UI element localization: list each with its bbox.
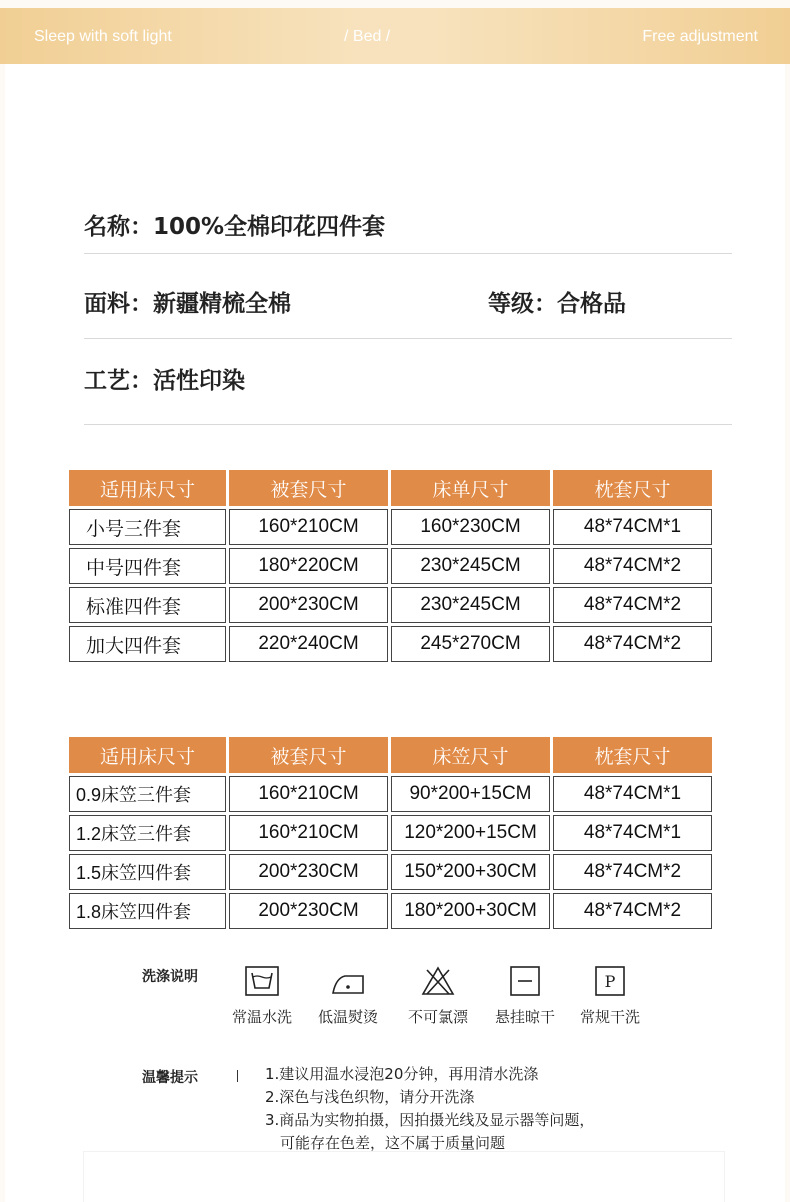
dry-clean-letter: P	[604, 972, 616, 991]
table-cell: 230*245CM	[391, 587, 550, 623]
table-cell: 200*230CM	[229, 893, 388, 929]
top-banner	[0, 8, 790, 64]
care-item-iron	[308, 966, 388, 1027]
care-item-hang-dry	[485, 966, 565, 1027]
table-cell: 160*210CM	[229, 776, 388, 812]
table-row	[69, 587, 712, 623]
column-header: 枕套尺寸	[553, 470, 712, 506]
tip-line: 1.建议用温水浸泡20分钟，再用清水洗涤	[265, 1065, 539, 1083]
banner-left-text: Sleep with soft light	[34, 28, 172, 45]
table-cell: 150*200+30CM	[391, 854, 550, 890]
table-cell: 48*74CM*1	[553, 815, 712, 851]
column-header: 适用床尺寸	[69, 737, 226, 773]
column-header: 床笠尺寸	[391, 737, 550, 773]
table-cell: 200*230CM	[229, 587, 388, 623]
divider	[237, 1070, 238, 1082]
table-cell: 中号四件套	[69, 548, 226, 584]
table-cell: 160*210CM	[229, 815, 388, 851]
watermark-text: 床笠尺寸	[438, 674, 515, 696]
table-row	[69, 776, 712, 812]
table-cell: 小号三件套	[69, 509, 226, 545]
no-bleach-icon	[421, 966, 455, 996]
table-row	[69, 509, 712, 545]
table-cell: 180*220CM	[229, 548, 388, 584]
table-cell: 0.9床笠三件套	[69, 776, 226, 812]
iron-icon	[331, 966, 365, 996]
tips-title: 温馨提示	[142, 1070, 198, 1086]
care-label: 不可氯漂	[407, 1008, 468, 1026]
product-fabric: 面料：新疆精梳全棉	[84, 291, 291, 317]
table-cell: 160*210CM	[229, 509, 388, 545]
table-cell: 48*74CM*2	[553, 854, 712, 890]
table-cell: 48*74CM*2	[553, 893, 712, 929]
size-table-sheet	[66, 467, 715, 665]
table-header-row	[69, 737, 712, 773]
table-cell: 1.2床笠三件套	[69, 815, 226, 851]
column-header: 适用床尺寸	[69, 470, 226, 506]
table-row	[69, 815, 712, 851]
care-label: 低温熨烫	[317, 1008, 378, 1026]
bottom-panel	[84, 1152, 724, 1202]
column-header: 被套尺寸	[229, 470, 388, 506]
table-cell: 245*270CM	[391, 626, 550, 662]
column-header: 枕套尺寸	[553, 737, 712, 773]
table-row	[69, 854, 712, 890]
table-cell: 1.5床笠四件套	[69, 854, 226, 890]
table-cell: 48*74CM*1	[553, 776, 712, 812]
column-header: 被套尺寸	[229, 737, 388, 773]
care-label: 常规干洗	[579, 1008, 640, 1026]
table-cell: 230*245CM	[391, 548, 550, 584]
table-cell: 标准四件套	[69, 587, 226, 623]
care-item-dry-clean	[570, 966, 650, 1027]
product-name: 名称：100%全棉印花四件套	[84, 214, 386, 240]
divider	[84, 253, 732, 254]
table-cell: 90*200+15CM	[391, 776, 550, 812]
care-label: 常温水洗	[231, 1008, 292, 1026]
table-cell: 48*74CM*1	[553, 509, 712, 545]
table-cell: 1.8床笠四件套	[69, 893, 226, 929]
table-header-row	[69, 470, 712, 506]
dry-clean-icon	[593, 966, 627, 996]
divider	[84, 424, 732, 425]
column-header: 床单尺寸	[391, 470, 550, 506]
wash-tub-icon	[245, 966, 279, 996]
tip-line: 2.深色与浅色织物，请分开洗涤	[265, 1088, 475, 1106]
table-cell: 220*240CM	[229, 626, 388, 662]
table-cell: 加大四件套	[69, 626, 226, 662]
table-row	[69, 548, 712, 584]
care-item-wash	[222, 966, 302, 1027]
table-cell: 48*74CM*2	[553, 626, 712, 662]
care-label: 悬挂晾干	[494, 1008, 555, 1026]
care-instructions-title: 洗涤说明	[142, 969, 198, 985]
table-cell: 160*230CM	[391, 509, 550, 545]
table-cell: 48*74CM*2	[553, 548, 712, 584]
tips-list	[265, 1063, 594, 1155]
size-table-fitted	[66, 734, 715, 932]
hang-dry-icon	[508, 966, 542, 996]
tip-line: 3.商品为实物拍摄，因拍摄光线及显示器等问题，	[265, 1111, 595, 1129]
banner-right-text: Free adjustment	[642, 28, 758, 45]
table-row	[69, 626, 712, 662]
product-craft: 工艺：活性印染	[84, 368, 245, 394]
divider	[84, 338, 732, 339]
product-grade: 等级：合格品	[488, 291, 626, 317]
table-row	[69, 893, 712, 929]
care-item-no-bleach	[398, 966, 478, 1027]
tip-line: 可能存在色差，这不属于质量问题	[280, 1134, 506, 1152]
table-cell: 120*200+15CM	[391, 815, 550, 851]
banner-middle-text: / Bed /	[344, 28, 391, 45]
table-cell: 180*200+30CM	[391, 893, 550, 929]
table-cell: 200*230CM	[229, 854, 388, 890]
table-cell: 48*74CM*2	[553, 587, 712, 623]
